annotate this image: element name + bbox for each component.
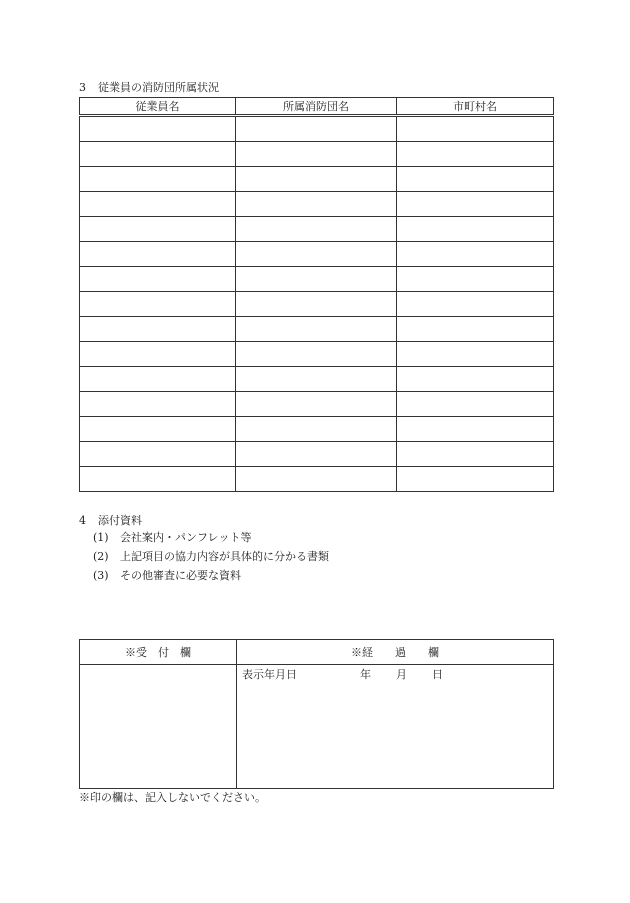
municipality-cell[interactable] [397, 417, 554, 442]
table-header-row [80, 98, 554, 116]
firefighter-membership-table [79, 97, 554, 492]
employee-name-cell[interactable] [80, 242, 236, 267]
municipality-cell[interactable] [397, 317, 554, 342]
list-item [93, 531, 329, 550]
employee-name-cell[interactable] [80, 417, 236, 442]
table-row [80, 267, 554, 292]
fire-brigade-cell[interactable] [236, 467, 397, 492]
column-header-municipality: 市町村名 [397, 98, 554, 116]
employee-name-cell[interactable] [80, 142, 236, 167]
progress-header: ※経 過 欄 [237, 640, 554, 665]
municipality-cell[interactable] [397, 142, 554, 167]
table-row [80, 167, 554, 192]
municipality-cell[interactable] [397, 467, 554, 492]
list-item-index: (2) [93, 550, 109, 563]
table-row [80, 417, 554, 442]
employee-name-cell[interactable] [80, 442, 236, 467]
list-item [93, 550, 329, 569]
fire-brigade-cell[interactable] [236, 292, 397, 317]
list-item-text: 上記項目の協力内容が具体的に分かる書類 [120, 550, 329, 563]
progress-cell[interactable] [237, 665, 554, 789]
employee-name-cell[interactable] [80, 317, 236, 342]
table-body [80, 116, 554, 492]
section-3-title: 従業員の消防団所属状況 [98, 81, 219, 94]
attachment-list [93, 531, 329, 588]
list-item-index: (3) [93, 569, 109, 582]
municipality-cell[interactable] [397, 392, 554, 417]
month-unit: 月 [396, 668, 407, 681]
day-unit: 日 [432, 668, 443, 681]
table-row [80, 242, 554, 267]
section-3-heading [79, 81, 219, 95]
list-item-index: (1) [93, 531, 109, 544]
table-row [80, 292, 554, 317]
municipality-cell[interactable] [397, 367, 554, 392]
table-row [80, 367, 554, 392]
table-row [80, 192, 554, 217]
employee-name-cell[interactable] [80, 367, 236, 392]
receipt-cell[interactable] [80, 665, 237, 789]
year-unit: 年 [360, 668, 371, 681]
display-date-label: 表示年月日 [242, 668, 297, 681]
municipality-cell[interactable] [397, 116, 554, 142]
fire-brigade-cell[interactable] [236, 392, 397, 417]
employee-name-cell[interactable] [80, 267, 236, 292]
municipality-cell[interactable] [397, 242, 554, 267]
fire-brigade-cell[interactable] [236, 217, 397, 242]
fire-brigade-cell[interactable] [236, 142, 397, 167]
column-header-fire-brigade: 所属消防団名 [236, 98, 397, 116]
table-row [80, 116, 554, 142]
municipality-cell[interactable] [397, 192, 554, 217]
fire-brigade-cell[interactable] [236, 317, 397, 342]
fire-brigade-cell[interactable] [236, 192, 397, 217]
municipality-cell[interactable] [397, 342, 554, 367]
footnote: ※印の欄は、記入しないでください。 [79, 791, 266, 804]
employee-name-cell[interactable] [80, 342, 236, 367]
municipality-cell[interactable] [397, 442, 554, 467]
fire-brigade-cell[interactable] [236, 242, 397, 267]
column-header-employee-name: 従業員名 [80, 98, 236, 116]
fire-brigade-cell[interactable] [236, 167, 397, 192]
table-row [80, 142, 554, 167]
table-row [80, 217, 554, 242]
display-date-row [237, 665, 553, 682]
table-row [80, 317, 554, 342]
office-use-table [79, 639, 554, 789]
fire-brigade-cell[interactable] [236, 342, 397, 367]
list-item-text: 会社案内・パンフレット等 [120, 531, 252, 544]
municipality-cell[interactable] [397, 217, 554, 242]
table-row [80, 392, 554, 417]
table-row [80, 342, 554, 367]
municipality-cell[interactable] [397, 167, 554, 192]
municipality-cell[interactable] [397, 292, 554, 317]
employee-name-cell[interactable] [80, 192, 236, 217]
employee-name-cell[interactable] [80, 292, 236, 317]
employee-name-cell[interactable] [80, 467, 236, 492]
section-4-heading [79, 514, 142, 528]
receipt-header: ※受 付 欄 [80, 640, 237, 665]
section-4-title: 添付資料 [98, 514, 142, 527]
employee-name-cell[interactable] [80, 167, 236, 192]
table-row [80, 467, 554, 492]
municipality-cell[interactable] [397, 267, 554, 292]
employee-name-cell[interactable] [80, 116, 236, 142]
section-4-number: 4 [79, 514, 86, 527]
fire-brigade-cell[interactable] [236, 417, 397, 442]
fire-brigade-cell[interactable] [236, 116, 397, 142]
list-item-text: その他審査に必要な資料 [120, 569, 241, 582]
fire-brigade-cell[interactable] [236, 442, 397, 467]
fire-brigade-cell[interactable] [236, 267, 397, 292]
section-3-number: 3 [79, 81, 86, 94]
employee-name-cell[interactable] [80, 392, 236, 417]
table-row [80, 442, 554, 467]
office-header-row [80, 640, 554, 665]
employee-name-cell[interactable] [80, 217, 236, 242]
list-item [93, 569, 329, 588]
fire-brigade-cell[interactable] [236, 367, 397, 392]
office-body-row [80, 665, 554, 789]
